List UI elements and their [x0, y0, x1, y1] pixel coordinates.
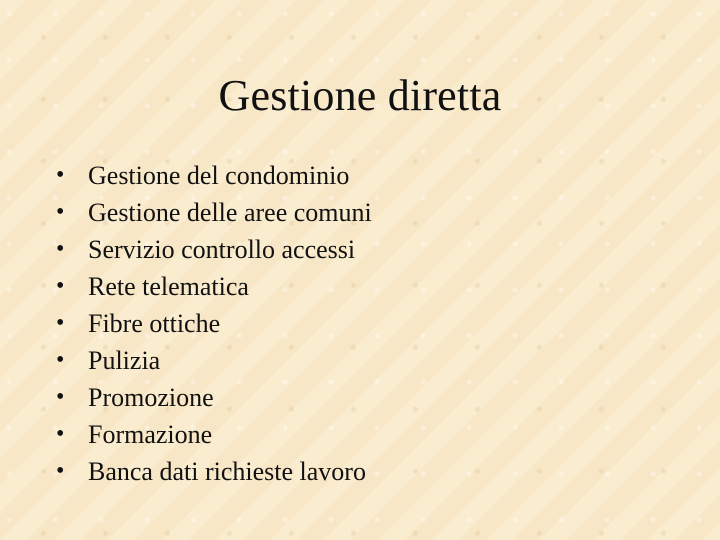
bullet-text: Rete telematica — [88, 272, 249, 301]
bullet-dot-icon: • — [56, 421, 65, 447]
bullet-dot-icon: • — [56, 236, 65, 262]
bullet-text: Formazione — [88, 420, 213, 449]
bullet-dot-icon: • — [56, 384, 65, 410]
bullet-dot-icon: • — [56, 458, 65, 484]
bullet-dot-icon: • — [56, 162, 65, 188]
bullet-dot-icon: • — [56, 310, 65, 336]
bullet-item-5 — [56, 305, 696, 342]
bullet-item-2 — [56, 194, 696, 231]
bullet-item-6 — [56, 342, 696, 379]
bullet-text: Fibre ottiche — [88, 309, 221, 338]
bullet-text: Gestione del condominio — [88, 161, 350, 190]
bullet-item-1 — [56, 157, 696, 194]
bullet-dot-icon: • — [56, 199, 65, 225]
bullet-list — [56, 157, 696, 490]
bullet-item-7 — [56, 379, 696, 416]
bullet-text: Banca dati richieste lavoro — [88, 457, 366, 486]
slide-title: Gestione diretta — [218, 71, 502, 120]
bullet-item-8 — [56, 416, 696, 453]
bullet-item-3 — [56, 231, 696, 268]
bullet-dot-icon: • — [56, 273, 65, 299]
bullet-text: Servizio controllo accessi — [88, 235, 356, 264]
bullet-item-9 — [56, 453, 696, 490]
bullet-text: Pulizia — [88, 346, 161, 375]
bullet-item-4 — [56, 268, 696, 305]
bullet-text: Promozione — [88, 383, 214, 412]
bullet-dot-icon: • — [56, 347, 65, 373]
bullet-text: Gestione delle aree comuni — [88, 198, 372, 227]
